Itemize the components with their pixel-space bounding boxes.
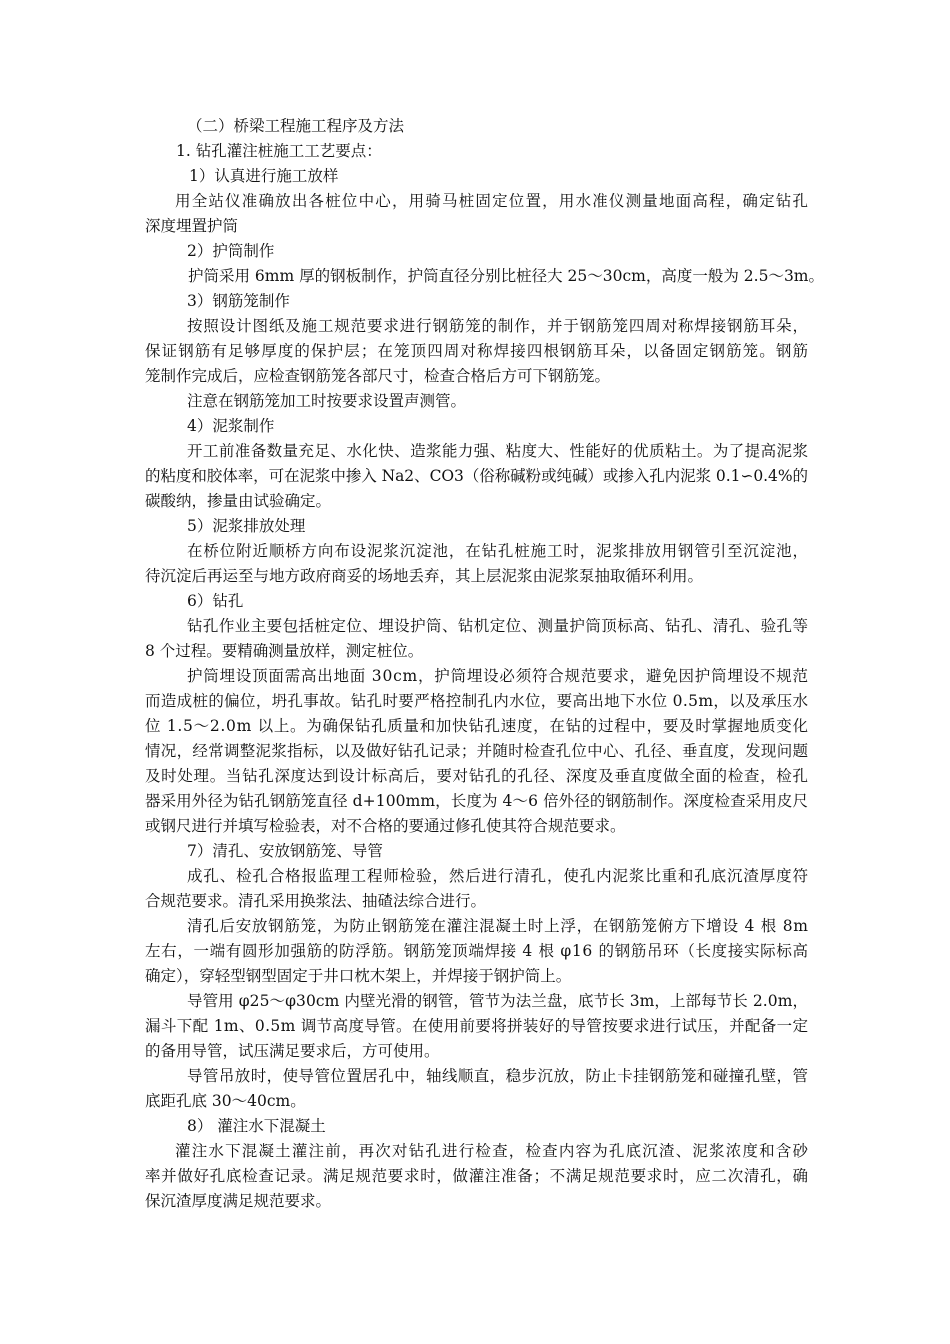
item-heading: 2）护筒制作 — [187, 242, 275, 260]
paragraph-line: 底距孔底 30～40cm。 — [145, 1092, 306, 1110]
paragraph-line: 导管用 φ25～φ30cm 内壁光滑的钢管，管节为法兰盘，底节长 3m，上部每节长 2.0m， — [187, 992, 809, 1010]
paragraph-line: 漏斗下配 1m、0.5m 调节高度导管。在使用前要将拼装好的导管按要求进行试压，并配备一定 — [145, 1017, 809, 1035]
paragraph-line: 钻孔作业主要包括桩定位、埋设护筒、钻机定位、测量护筒顶标高、钻孔、清孔、验孔等 — [187, 617, 809, 635]
paragraph-line: 成孔、检孔合格报监理工程师检验，然后进行清孔，使孔内泥浆比重和孔底沉渣厚度符 — [187, 867, 809, 885]
item-heading: 4）泥浆制作 — [187, 417, 275, 435]
paragraph-line: 确定），穿轻型钢型固定于井口枕木架上，并焊接于钢护筒上。 — [145, 967, 572, 985]
paragraph-line: 8 个过程。要精确测量放样，测定桩位。 — [145, 642, 424, 660]
paragraph-line: 左右，一端有圆形加强筋的防浮筋。钢筋笼顶端焊接 4 根 φ16 的钢筋吊环（长度接实际标高 — [145, 942, 809, 960]
paragraph-line: 碳酸纳，掺量由试验确定。 — [145, 492, 332, 510]
paragraph-line: 而造成桩的偏位，坍孔事故。钻孔时要严格控制孔内水位，要高出地下水位 0.5m，以及承压水 — [145, 692, 809, 710]
paragraph-line: 器采用外径为钻孔钢筋笼直径 d+100mm，长度为 4～6 倍外径的钢筋制作。深度检查采用皮尺 — [145, 792, 809, 810]
paragraph-line: 或钢尺进行并填写检验表，对不合格的要通过修孔使其符合规范要求。 — [145, 817, 626, 835]
item-heading: 7）清孔、安放钢筋笼、导管 — [187, 842, 383, 860]
paragraph-line: 灌注水下混凝土灌注前，再次对钻孔进行检查，检查内容为孔底沉渣、泥浆浓度和含砂 — [175, 1142, 810, 1160]
paragraph-line: 及时处理。当钻孔深度达到设计标高后，要对钻孔的孔径、深度及垂直度做全面的检查，检孔 — [145, 767, 809, 785]
item-heading: 6）钻孔 — [187, 592, 244, 610]
item-heading: 1）认真进行施工放样 — [189, 167, 339, 185]
paragraph-line: 注意在钢筋笼加工时按要求设置声测管。 — [187, 392, 467, 410]
paragraph-line: 护筒埋设顶面需高出地面 30cm，护筒埋设必须符合规范要求，避免因护筒埋设不规范 — [187, 667, 809, 685]
paragraph-line: 待沉淀后再运至与地方政府商妥的场地丢弃，其上层泥浆由泥浆泵抽取循环利用。 — [145, 567, 704, 585]
paragraph-line: 护筒采用 6mm 厚的钢板制作，护筒直径分别比桩径大 25～30cm，高度一般为 2.5～3m。 — [188, 267, 825, 285]
paragraph-line: 的备用导管，试压满足要求后，方可使用。 — [145, 1042, 440, 1060]
paragraph-line: 清孔后安放钢筋笼，为防止钢筋笼在灌注混凝土时上浮，在钢筋笼俯方下增设 4 根 8m — [187, 917, 809, 935]
paragraph-line: 率并做好孔底检查记录。满足规范要求时，做灌注准备；不满足规范要求时，应二次清孔，确 — [145, 1167, 809, 1185]
item-heading: 8） 灌注水下混凝土 — [187, 1117, 326, 1135]
paragraph-line: 按照设计图纸及施工规范要求进行钢筋笼的制作，并于钢筋笼四周对称焊接钢筋耳朵， — [187, 317, 809, 335]
paragraph-line: 在桥位附近顺桥方向布设泥浆沉淀池，在钻孔桩施工时，泥浆排放用钢管引至沉淀池， — [187, 542, 809, 560]
paragraph-line: 用全站仪准确放出各桩位中心，用骑马桩固定位置，用水准仪测量地面高程，确定钻孔 — [175, 192, 810, 210]
paragraph-line: 深度埋置护筒 — [145, 217, 239, 235]
paragraph-line: 导管吊放时，使导管位置居孔中，轴线顺直，稳步沉放，防止卡挂钢筋笼和碰撞孔壁，管 — [187, 1067, 809, 1085]
paragraph-line: 情况，经常调整泥浆指标，以及做好钻孔记录；并随时检查孔位中心、孔径、垂直度，发现问题 — [145, 742, 809, 760]
paragraph-line: 开工前准备数量充足、水化快、造浆能力强、粘度大、性能好的优质粘土。为了提高泥浆 — [187, 442, 809, 460]
paragraph-line: 保沉渣厚度满足规范要求。 — [145, 1192, 332, 1210]
paragraph-line: 合规范要求。清孔采用换浆法、抽碴法综合进行。 — [145, 892, 487, 910]
paragraph-line: 的粘度和胶体率，可在泥浆中掺入 Na2、CO3（俗称碱粉或纯碱）或掺入孔内泥浆 0.1∽0.4%的 — [145, 467, 808, 485]
subsection-heading: 1. 钻孔灌注桩施工工艺要点： — [176, 142, 382, 160]
section-heading: （二）桥梁工程施工程序及方法 — [187, 117, 405, 135]
item-heading: 5）泥浆排放处理 — [187, 517, 306, 535]
paragraph-line: 保证钢筋有足够厚度的保护层；在笼顶四周对称焊接四根钢筋耳朵，以备固定钢筋笼。钢筋 — [145, 342, 810, 360]
item-heading: 3）钢筋笼制作 — [187, 292, 290, 310]
paragraph-line: 位 1.5～2.0m 以上。为确保钻孔质量和加快钻孔速度，在钻的过程中，要及时掌握地质变化 — [145, 717, 809, 735]
paragraph-line: 笼制作完成后，应检查钢筋笼各部尺寸，检查合格后方可下钢筋笼。 — [145, 367, 611, 385]
